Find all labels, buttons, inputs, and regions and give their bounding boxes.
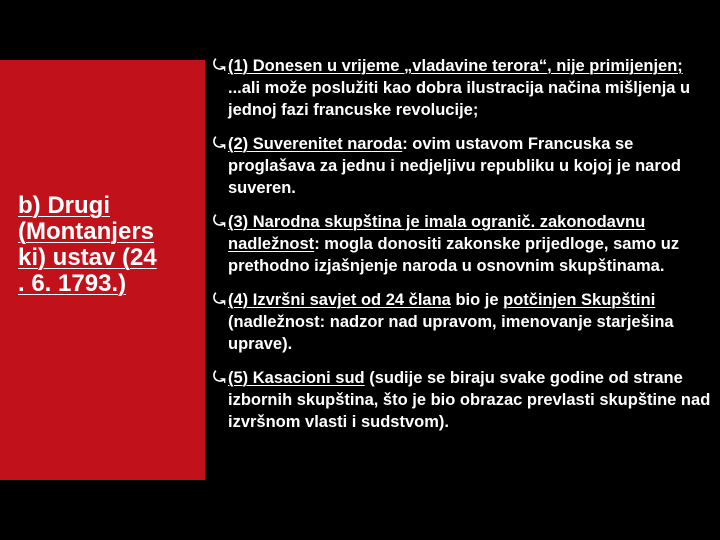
item-underlined-text: (3) Narodna skupština je imala ogranič. zakonodavnu nadležnost	[228, 213, 646, 253]
section-title-line: . 6. 1793.)	[18, 270, 127, 297]
section-title-line: (Montanjers	[18, 218, 155, 245]
item-underlined-text: potčinjen Skupštini	[503, 291, 656, 309]
list-item	[213, 289, 713, 355]
item-underlined-text: (2) Suverenitet naroda	[228, 135, 403, 153]
bullet-list	[213, 55, 713, 445]
item-text: : mogla donositi zakonske prijedloge, samo uz prethodno izjašnjenje naroda u osnovnim skupštinama.	[228, 235, 680, 275]
curly-arrow-bullet-icon: ⤿	[213, 291, 226, 308]
item-text: (sudije se biraju svake godine od strane izbornih skupština, što je bio obrazac prevlasti skupštine nad izvršnom vlasti i sudstvom).	[228, 369, 711, 431]
curly-arrow-bullet-icon: ⤿	[213, 57, 226, 74]
item-text: (nadležnost: nadzor nad upravom, imenovanje starješina uprave).	[228, 313, 674, 353]
curly-arrow-bullet-icon: ⤿	[213, 135, 226, 152]
item-underlined-text: (5) Kasacioni sud	[228, 369, 365, 387]
curly-arrow-bullet-icon: ⤿	[213, 213, 226, 230]
list-item	[213, 367, 713, 433]
section-title-line: ki) ustav (24	[18, 244, 157, 271]
item-underlined-text: (4) Izvršni savjet od 24 člana	[228, 291, 451, 309]
section-title-line: b) Drugi	[18, 192, 110, 219]
item-text: : ovim ustavom Francuska se proglašava za jednu i nedjeljivu republiku u kojoj je narod suveren.	[228, 135, 681, 197]
list-item	[213, 133, 713, 199]
item-text: ...ali može poslužiti kao dobra ilustracija načina mišljenja u jednoj fazi francuske revolucije;	[228, 79, 691, 119]
item-underlined-text: (1) Donesen u vrijeme „vladavine terora“, nije primijenjen;	[228, 57, 683, 75]
section-title	[18, 193, 198, 297]
curly-arrow-bullet-icon: ⤿	[213, 369, 226, 386]
item-text: bio je	[450, 291, 504, 309]
list-item	[213, 211, 713, 277]
list-item	[213, 55, 713, 121]
